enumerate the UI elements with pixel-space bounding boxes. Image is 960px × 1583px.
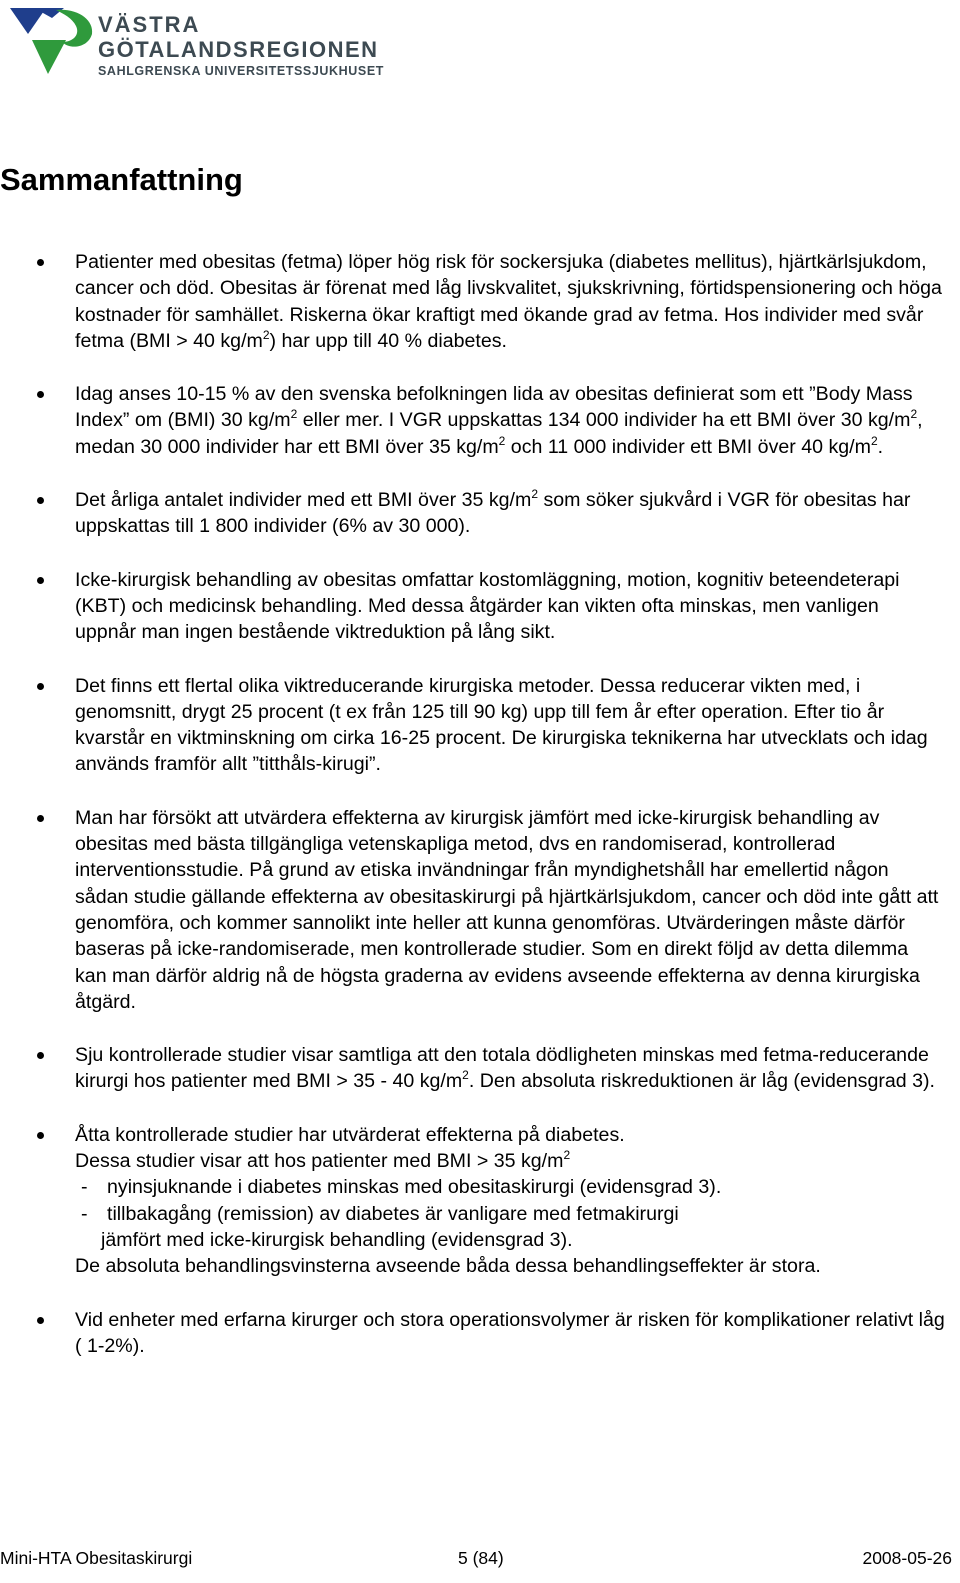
text-line xyxy=(75,1148,945,1174)
summary-item-risk xyxy=(0,249,945,354)
logo-text-vastra: VÄSTRA xyxy=(98,12,201,37)
summary-list xyxy=(0,249,960,1386)
text: jämfört med icke-kirurgisk behandling (evidensgrad 3). xyxy=(101,1228,573,1251)
summary-item-nonsurgical: Icke-kirurgisk behandling av obesitas omfattar kostomläggning, motion, kognitiv beteendeterapi (KBT) och medicinsk behandling. Med dessa åtgärder kan vikten ofta minskas, men vanligen uppnår man ingen bestående viktreduktion på lång sikt. xyxy=(0,567,945,646)
summary-item-prevalence xyxy=(0,381,945,460)
text: Det årliga antalet individer med ett BMI över 35 kg/m xyxy=(75,489,532,512)
footer-document-title: Mini-HTA Obesitaskirurgi xyxy=(0,1548,193,1568)
text: De absoluta behandlingsvinsterna avseende båda dessa behandlingseffekter är stora. xyxy=(75,1255,821,1278)
summary-item-mortality xyxy=(0,1042,945,1095)
superscript: 2 xyxy=(910,407,918,422)
text: Idag anses 10-15 % av den svenska befolkningen lida av obesitas definierat som ett ”Body Mass Index” om (BMI) 30 kg/m xyxy=(75,383,913,432)
summary-item-annual-count xyxy=(0,487,945,540)
summary-item-evaluation: Man har försökt att utvärdera effekterna av kirurgisk jämfört med icke-kirurgisk behandling av obesitas med bästa tillgängliga vetenskapliga metod, dvs en randomiserad, kontrollerad interventionsstudie. På grund av etiska invändningar från myndighetshåll har emellertid någon sådan studie gällande effekterna av obesitaskirurgi på hjärtkärlsjukdom, cancer och död inte gått att genomföra, och kommer sannolikt inte heller att kunna genomföras. Utvärderingen måste därför baseras på icke-randomiserade, men kontrollerade studier. Som en direkt följd av detta dilemma kan man därför aldrig nå de högsta graderna av evidens avseende effekterna av denna kirurgiska åtgärd. xyxy=(0,805,945,1015)
footer-date: 2008-05-26 xyxy=(862,1548,952,1568)
text: som söker sjukvård i VGR för obesitas har uppskattas till 1 800 individer (6% av 30 000). xyxy=(75,489,911,538)
summary-item-diabetes xyxy=(0,1122,945,1280)
text: . xyxy=(877,435,884,458)
vgr-logo-mark-icon xyxy=(8,4,98,80)
summary-item-surgical-methods: Det finns ett flertal olika viktreducerande kirurgiska metoder. Dessa reducerar vikten med, i genomsnitt, drygt 25 procent (t ex från 125 till 90 kg) upp till fem år efter operation. Efter tio år kvarstår en viktminskning om cirka 16-25 procent. De kirurgiska teknikerna har utvecklats och idag används framför allt ”titthåls-kirugi”. xyxy=(0,673,945,778)
superscript: 2 xyxy=(498,433,506,448)
dash-marker: - xyxy=(81,1176,88,1199)
text: ) har upp till 40 % diabetes. xyxy=(269,329,507,352)
dash-item xyxy=(75,1174,945,1200)
superscript: 2 xyxy=(531,487,538,502)
text: tillbakagång (remission) av diabetes är vanligare med fetmakirurgi xyxy=(107,1202,679,1225)
superscript: 2 xyxy=(462,1068,469,1083)
text: Dessa studier visar att hos patienter med BMI > 35 kg/m xyxy=(75,1150,564,1173)
text: Patienter med obesitas (fetma) löper hög risk för sockersjuka (diabetes mellitus), hjärtkärlsjukdom, cancer och död. Obesitas är förenat med låg livskvalitet, sjukskrivning, förtidspensionering och höga kostnader för samhället. Riskerna ökar kraftigt med ökande grad av fetma. Hos individer med svår fetma (BMI > 40 kg/m xyxy=(75,251,942,352)
superscript: 2 xyxy=(262,327,270,342)
vgr-logo xyxy=(8,4,408,80)
text: nyinsjuknande i diabetes minskas med obesitaskirurgi (evidensgrad 3). xyxy=(107,1176,722,1199)
logo-text-gotalandsregionen: GÖTALANDSREGIONEN xyxy=(98,37,379,62)
text: , medan 30 000 individer har ett BMI över 35 kg/m xyxy=(75,409,923,458)
text: eller mer. I VGR uppskattas 134 000 individer ha ett BMI över 30 kg/m xyxy=(297,409,911,432)
footer-page-number: 5 (84) xyxy=(458,1548,504,1568)
superscript: 2 xyxy=(870,433,878,448)
text: Sju kontrollerade studier visar samtliga att den totala dödligheten minskas med fetma-reducerande kirurgi hos patienter med BMI > 35 - 40 kg/m xyxy=(75,1044,929,1093)
text: Åtta kontrollerade studier har utvärderat effekterna på diabetes. xyxy=(75,1123,625,1146)
superscript: 2 xyxy=(290,407,298,422)
page-footer xyxy=(0,1545,952,1571)
page-title: Sammanfattning xyxy=(0,162,243,197)
superscript: 2 xyxy=(563,1148,571,1163)
logo-text-sahlgrenska: SAHLGRENSKA UNIVERSITETSSJUKHUSET xyxy=(98,64,385,78)
summary-item-complications: Vid enheter med erfarna kirurger och stora operationsvolymer är risken för komplikationer relativt låg ( 1-2%). xyxy=(0,1307,945,1360)
text: . Den absoluta riskreduktionen är låg (evidensgrad 3). xyxy=(468,1070,935,1093)
dash-item xyxy=(75,1201,945,1227)
dash-marker: - xyxy=(81,1202,88,1225)
text: och 11 000 individer ett BMI över 40 kg/m xyxy=(505,435,871,458)
